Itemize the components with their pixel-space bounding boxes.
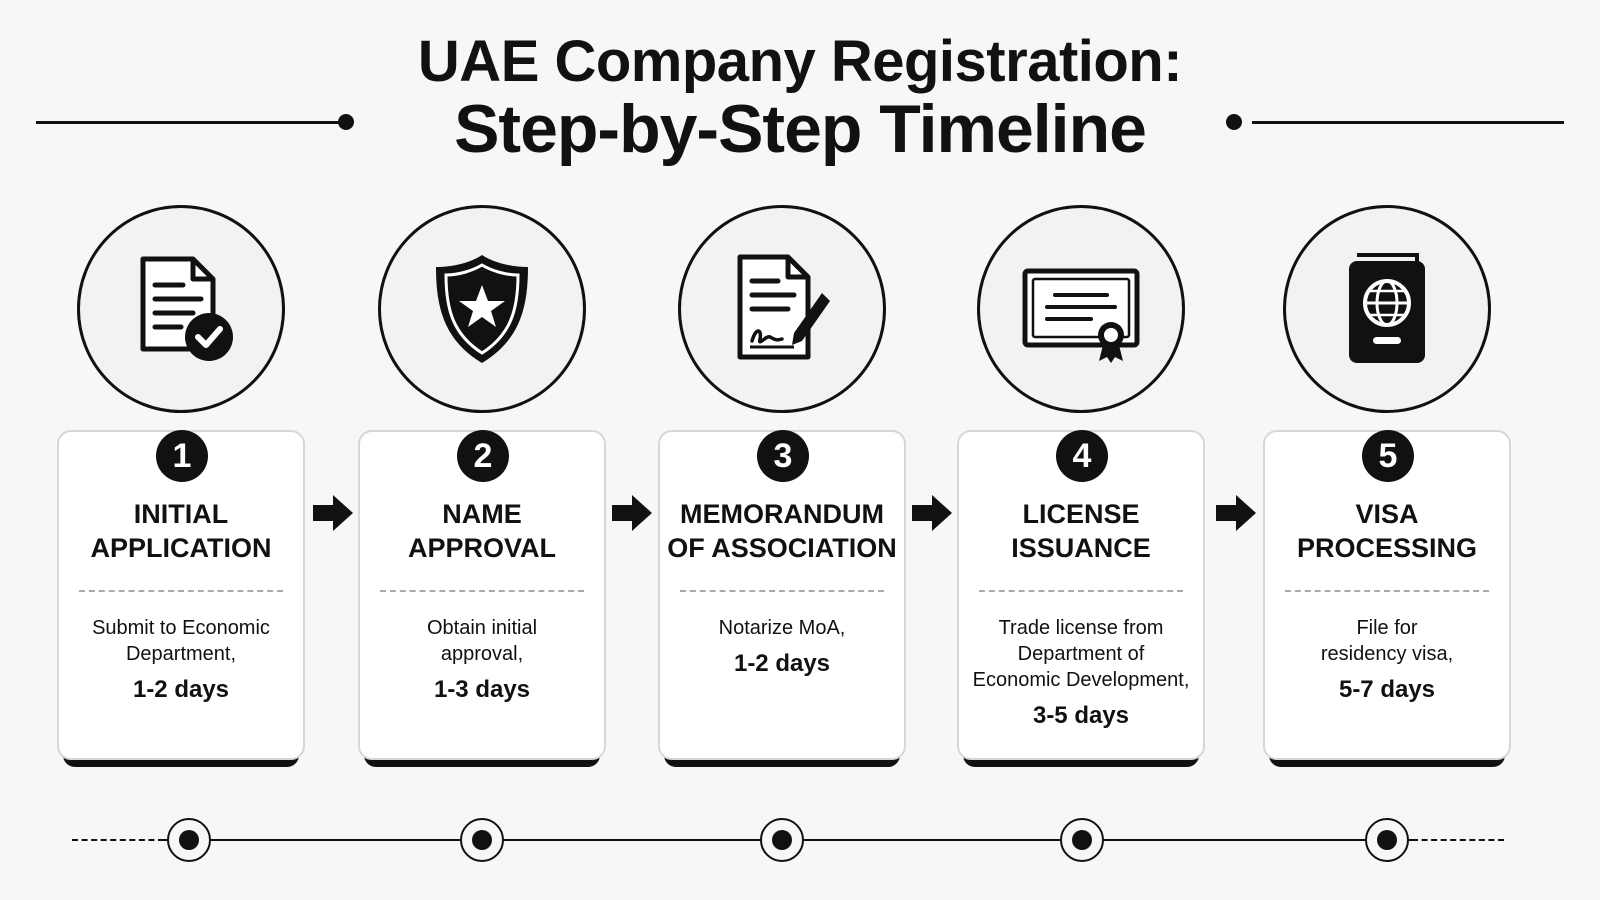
step-title-line: ISSUANCE — [1011, 533, 1151, 563]
step-title — [358, 497, 606, 565]
desc-line: Obtain initial — [426, 617, 538, 639]
timeline-node-1 — [167, 818, 211, 862]
step-title — [957, 497, 1205, 565]
step-duration: 1-3 days — [433, 676, 531, 703]
step-description — [967, 615, 1195, 729]
step-title-line: APPROVAL — [407, 533, 556, 563]
dashed-divider — [380, 590, 584, 592]
step-title-line: MEMORANDUM — [680, 499, 884, 529]
header-rule-dot-right — [1226, 114, 1242, 130]
desc-line: approval, — [440, 643, 524, 665]
timeline-node-2 — [460, 818, 504, 862]
dashed-divider — [979, 590, 1183, 592]
document-check-icon — [77, 205, 285, 413]
step-title-line: INITIAL — [133, 499, 229, 529]
timeline-dashed-start — [72, 839, 164, 841]
arrow-right-icon — [910, 493, 954, 533]
step-duration: 1-2 days — [733, 650, 831, 677]
dashed-divider — [1285, 590, 1489, 592]
timeline-node-3 — [760, 818, 804, 862]
desc-line: Trade license from — [998, 617, 1164, 639]
step-title — [1263, 497, 1511, 565]
step-title — [658, 497, 906, 565]
desc-line: Notarize MoA, — [718, 617, 846, 639]
step-title-line: LICENSE — [1022, 499, 1140, 529]
step-duration: 5-7 days — [1338, 676, 1436, 703]
step-title-line: OF ASSOCIATION — [667, 533, 897, 563]
step-title-line: NAME — [442, 499, 522, 529]
page-title: UAE Company Registration: — [417, 29, 1183, 94]
step-title — [57, 497, 305, 565]
step-number: 1 — [156, 430, 208, 482]
step-number: 4 — [1056, 430, 1108, 482]
desc-line: residency visa, — [1320, 643, 1454, 665]
step-duration: 3-5 days — [1032, 702, 1130, 729]
step-number: 2 — [457, 430, 509, 482]
desc-line: Department of — [1017, 643, 1145, 665]
step-title-line: PROCESSING — [1296, 533, 1478, 563]
arrow-right-icon — [311, 493, 355, 533]
dashed-divider — [680, 590, 884, 592]
step-card-1 — [57, 205, 305, 775]
step-card-4 — [957, 205, 1205, 775]
shield-star-icon — [378, 205, 586, 413]
step-card-5 — [1263, 205, 1511, 775]
step-description — [368, 615, 596, 703]
page-subtitle: Step-by-Step Timeline — [454, 91, 1146, 167]
step-card-3 — [658, 205, 906, 775]
desc-line: Economic Development, — [972, 669, 1190, 691]
step-card-2 — [358, 205, 606, 775]
dashed-divider — [79, 590, 283, 592]
passport-icon — [1283, 205, 1491, 413]
signed-document-icon — [678, 205, 886, 413]
step-description — [67, 615, 295, 703]
timeline-node-4 — [1060, 818, 1104, 862]
step-description — [668, 615, 896, 677]
header-rule-right — [1252, 121, 1564, 124]
step-title-line: VISA — [1355, 499, 1419, 529]
arrow-right-icon — [1214, 493, 1258, 533]
arrow-right-icon — [610, 493, 654, 533]
step-number: 5 — [1362, 430, 1414, 482]
step-duration: 1-2 days — [132, 676, 230, 703]
step-description — [1273, 615, 1501, 703]
timeline-dashed-end — [1412, 839, 1504, 841]
step-title-line: APPLICATION — [90, 533, 272, 563]
step-number: 3 — [757, 430, 809, 482]
desc-line: Submit to Economic — [92, 617, 270, 639]
desc-line: Department, — [125, 643, 237, 665]
certificate-icon — [977, 205, 1185, 413]
timeline-node-5 — [1365, 818, 1409, 862]
desc-line: File for — [1356, 617, 1418, 639]
